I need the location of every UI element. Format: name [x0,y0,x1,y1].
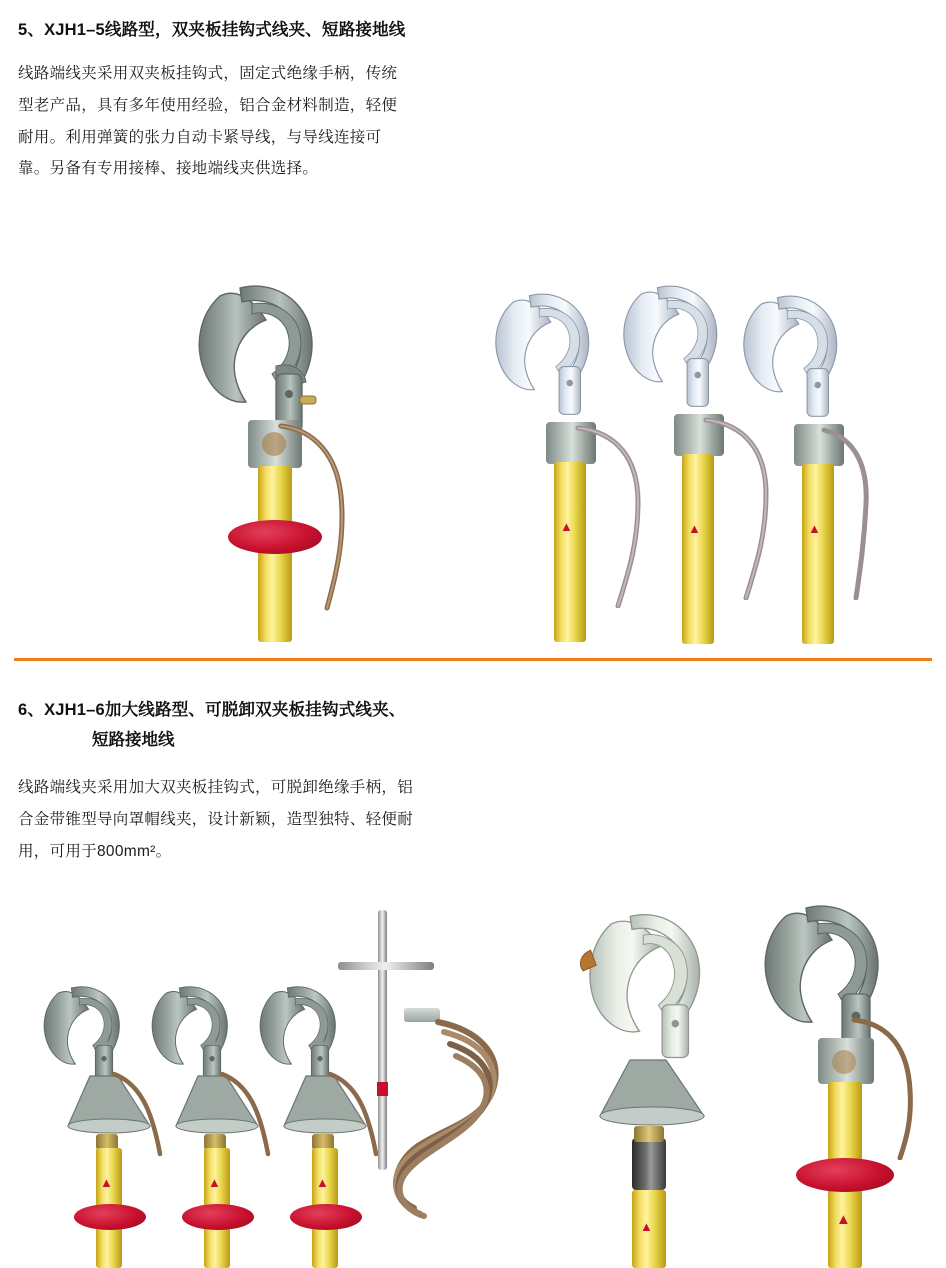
bell-clamp-unit [136,976,256,1190]
red-rain-shield-disc [796,1158,894,1192]
white-hook-icon [480,280,620,430]
ground-wire [820,420,940,600]
high-voltage-warning-icon: ▲ [688,521,701,536]
section-6-paragraph [18,772,738,867]
ground-wire [850,1010,946,1160]
high-voltage-warning-icon: ▲ [316,1175,329,1190]
white-hook-icon [728,282,868,432]
product-image-white-hook-trio [480,262,860,642]
section-5-paragraph [18,58,718,185]
paragraph-line: 合金带锥型导向罩帽线夹，设计新颖，造型独特、轻便耐 [18,810,414,828]
white-hook-icon [608,272,748,422]
high-voltage-warning-icon: ▲ [208,1175,221,1190]
section-5-heading: 5、XJH1–5线路型，双夹板挂钩式线夹、短路接地线 [18,21,406,39]
white-hook-icon [568,896,728,1076]
paragraph-line: 型老产品，具有多年使用经验，铝合金材料制造，轻便 [18,96,398,114]
paragraph-line: 线路端线夹采用加大双夹板挂钩式，可脱卸绝缘手柄，铝 [18,779,414,796]
red-rain-shield-disc [74,1204,146,1230]
coiled-ground-cable [352,1010,562,1220]
xjh1-6-figure [0,890,946,1268]
white-clamp-unit [608,272,748,536]
product-image-detachable-clamp-head [560,890,750,1268]
paragraph-line: 耐用。利用弹簧的张力自动卡紧导线，与导线连接可 [18,128,382,146]
bell-clamp-unit [28,976,148,1190]
paragraph-line: 用，可用于800mm²。 [18,842,172,860]
paragraph-line: 靠。另备有专用接棒、接地端线夹供选择。 [18,160,319,178]
product-image-assembled-clamp [740,890,940,1268]
brass-connector [634,1126,664,1142]
white-clamp-unit [480,280,620,534]
product-image-ground-rod-with-cable [330,910,540,1260]
white-clamp-unit [728,282,868,536]
product-image-grey-hook-clamp [170,262,390,642]
section-divider [14,658,932,661]
detached-connector-body [632,1138,666,1190]
bell-guide-cap [588,1058,718,1128]
product-image-three-bell-clamps [28,976,348,1268]
red-rain-shield-disc [182,1204,254,1230]
high-voltage-warning-icon: ▲ [560,519,573,534]
ground-wire [275,412,415,612]
xjh1-5-figure [0,262,946,642]
section-6-heading-line2: 短路接地线 [92,731,175,749]
high-voltage-warning-icon: ▲ [640,1219,653,1234]
high-voltage-warning-icon: ▲ [836,1211,851,1228]
paragraph-line: 线路端线夹采用双夹板挂钩式，固定式绝缘手柄，传统 [18,65,398,82]
high-voltage-warning-icon: ▲ [100,1175,113,1190]
section-6-heading-line1: 6、XJH1–6加大线路型、可脱卸双夹板挂钩式线夹、 [18,701,406,719]
high-voltage-warning-icon: ▲ [808,521,821,536]
ground-rod-crossbar [338,962,434,970]
